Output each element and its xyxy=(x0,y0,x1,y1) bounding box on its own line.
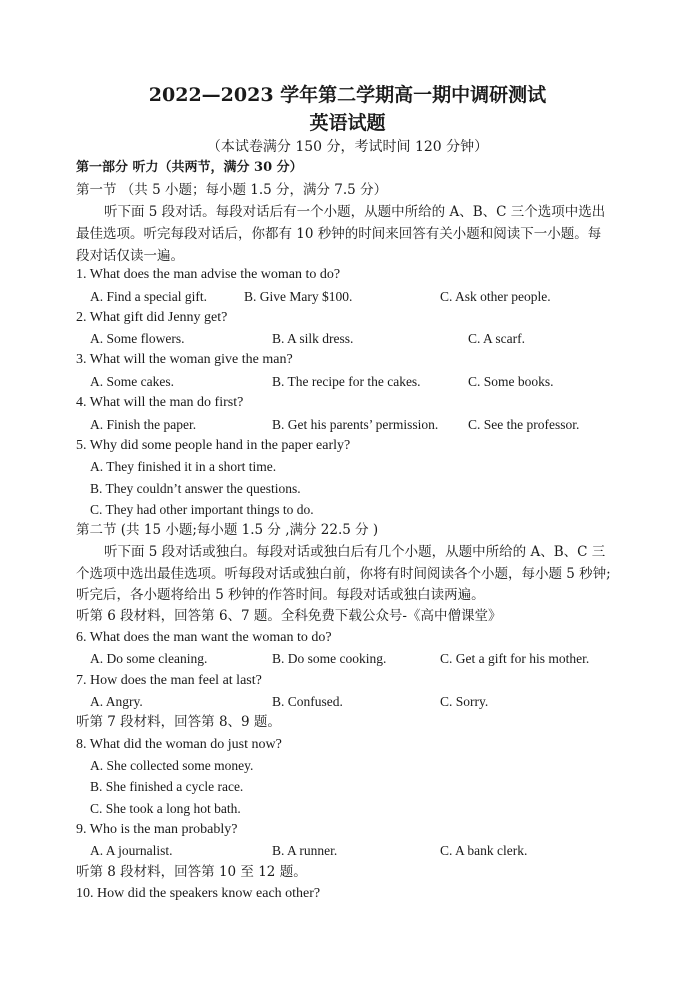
question-3-option-a: A. Some cakes. xyxy=(90,374,174,389)
material-7-note: 听第 7 段材料，回答第 8、9 题。 xyxy=(76,714,281,730)
question-6-option-c: C. Get a gift for his mother. xyxy=(440,651,590,666)
question-3-option-b: B. The recipe for the cakes. xyxy=(272,374,421,389)
question-7-option-c: C. Sorry. xyxy=(440,694,489,709)
section2-instruction-1: 听下面 5 段对话或独白。每段对话或独白后有几个小题，从题中所给的 A、B、C 三 xyxy=(104,544,606,560)
question-6: 6. What does the man want the woman to do? xyxy=(76,630,332,645)
section1-heading: 第一节 （共 5 小题；每小题 1.5 分，满分 7.5 分） xyxy=(76,182,388,198)
section2-heading: 第二节 (共 15 小题;每小题 1.5 分 ,满分 22.5 分 ) xyxy=(76,522,379,538)
question-8-option-b: B. She finished a cycle race. xyxy=(90,779,244,794)
question-9: 9. Who is the man probably? xyxy=(76,822,238,837)
question-5-option-c: C. They had other important things to do. xyxy=(90,502,314,517)
question-1-option-a: A. Find a special gift. xyxy=(90,289,207,304)
section1-instruction-3: 段对话仅读一遍。 xyxy=(76,248,184,264)
question-8: 8. What did the woman do just now? xyxy=(76,737,282,752)
question-7: 7. How does the man feel at last? xyxy=(76,673,262,688)
question-2-option-c: C. A scarf. xyxy=(468,331,525,346)
question-5: 5. Why did some people hand in the paper early? xyxy=(76,438,351,453)
question-3-option-c: C. Some books. xyxy=(468,374,554,389)
question-9-option-c: C. A bank clerk. xyxy=(440,843,528,858)
question-9-option-a: A. A journalist. xyxy=(90,843,173,858)
exam-title: 2022—2023 学年第二学期高一期中调研测试 xyxy=(148,84,547,106)
question-8-option-a: A. She collected some money. xyxy=(90,758,254,773)
question-5-option-b: B. They couldn’t answer the questions. xyxy=(90,481,301,496)
exam-subject: 英语试题 xyxy=(309,112,386,134)
question-1-option-b: B. Give Mary $100. xyxy=(244,289,353,304)
material-6-note: 听第 6 段材料，回答第 6、7 题。全科免费下载公众号-《高中僧课堂》 xyxy=(76,608,502,624)
question-4-option-a: A. Finish the paper. xyxy=(90,417,197,432)
section2-instruction-3: 听完后，各小题将给出 5 秒钟的作答时间。每段对话或独白读两遍。 xyxy=(76,587,485,603)
question-7-option-b: B. Confused. xyxy=(272,694,343,709)
question-4-option-b: B. Get his parents’ permission. xyxy=(272,417,439,432)
question-2: 2. What gift did Jenny get? xyxy=(76,310,228,325)
question-1-option-c: C. Ask other people. xyxy=(440,289,551,304)
section2-instruction-2: 个选项中选出最佳选项。听每段对话或独白前，你将有时间阅读各个小题，每小题 5 秒钟; xyxy=(76,566,611,582)
question-2-option-a: A. Some flowers. xyxy=(90,331,185,346)
question-7-option-a: A. Angry. xyxy=(90,694,143,709)
question-3: 3. What will the woman give the man? xyxy=(76,352,293,367)
exam-note: （本试卷满分 150 分，考试时间 120 分钟） xyxy=(206,139,489,155)
question-5-option-a: A. They finished it in a short time. xyxy=(90,459,277,474)
question-2-option-b: B. A silk dress. xyxy=(272,331,354,346)
section1-instruction-1: 听下面 5 段对话。每段对话后有一个小题，从题中所给的 A、B、C 三个选项中选出 xyxy=(104,204,606,220)
part1-heading: 第一部分 听力（共两节，满分 30 分） xyxy=(76,160,303,175)
question-1: 1. What does the man advise the woman to do? xyxy=(76,267,341,282)
question-8-option-c: C. She took a long hot bath. xyxy=(90,801,241,816)
question-4: 4. What will the man do first? xyxy=(76,395,244,410)
question-10: 10. How did the speakers know each other? xyxy=(76,886,321,901)
question-6-option-b: B. Do some cooking. xyxy=(272,651,387,666)
question-9-option-b: B. A runner. xyxy=(272,843,338,858)
question-6-option-a: A. Do some cleaning. xyxy=(90,651,208,666)
question-4-option-c: C. See the professor. xyxy=(468,417,580,432)
section1-instruction-2: 最佳选项。听完每段对话后，你都有 10 秒钟的时间来回答有关小题和阅读下一小题。每 xyxy=(76,226,602,242)
material-8-note: 听第 8 段材料，回答第 10 至 12 题。 xyxy=(76,864,307,880)
